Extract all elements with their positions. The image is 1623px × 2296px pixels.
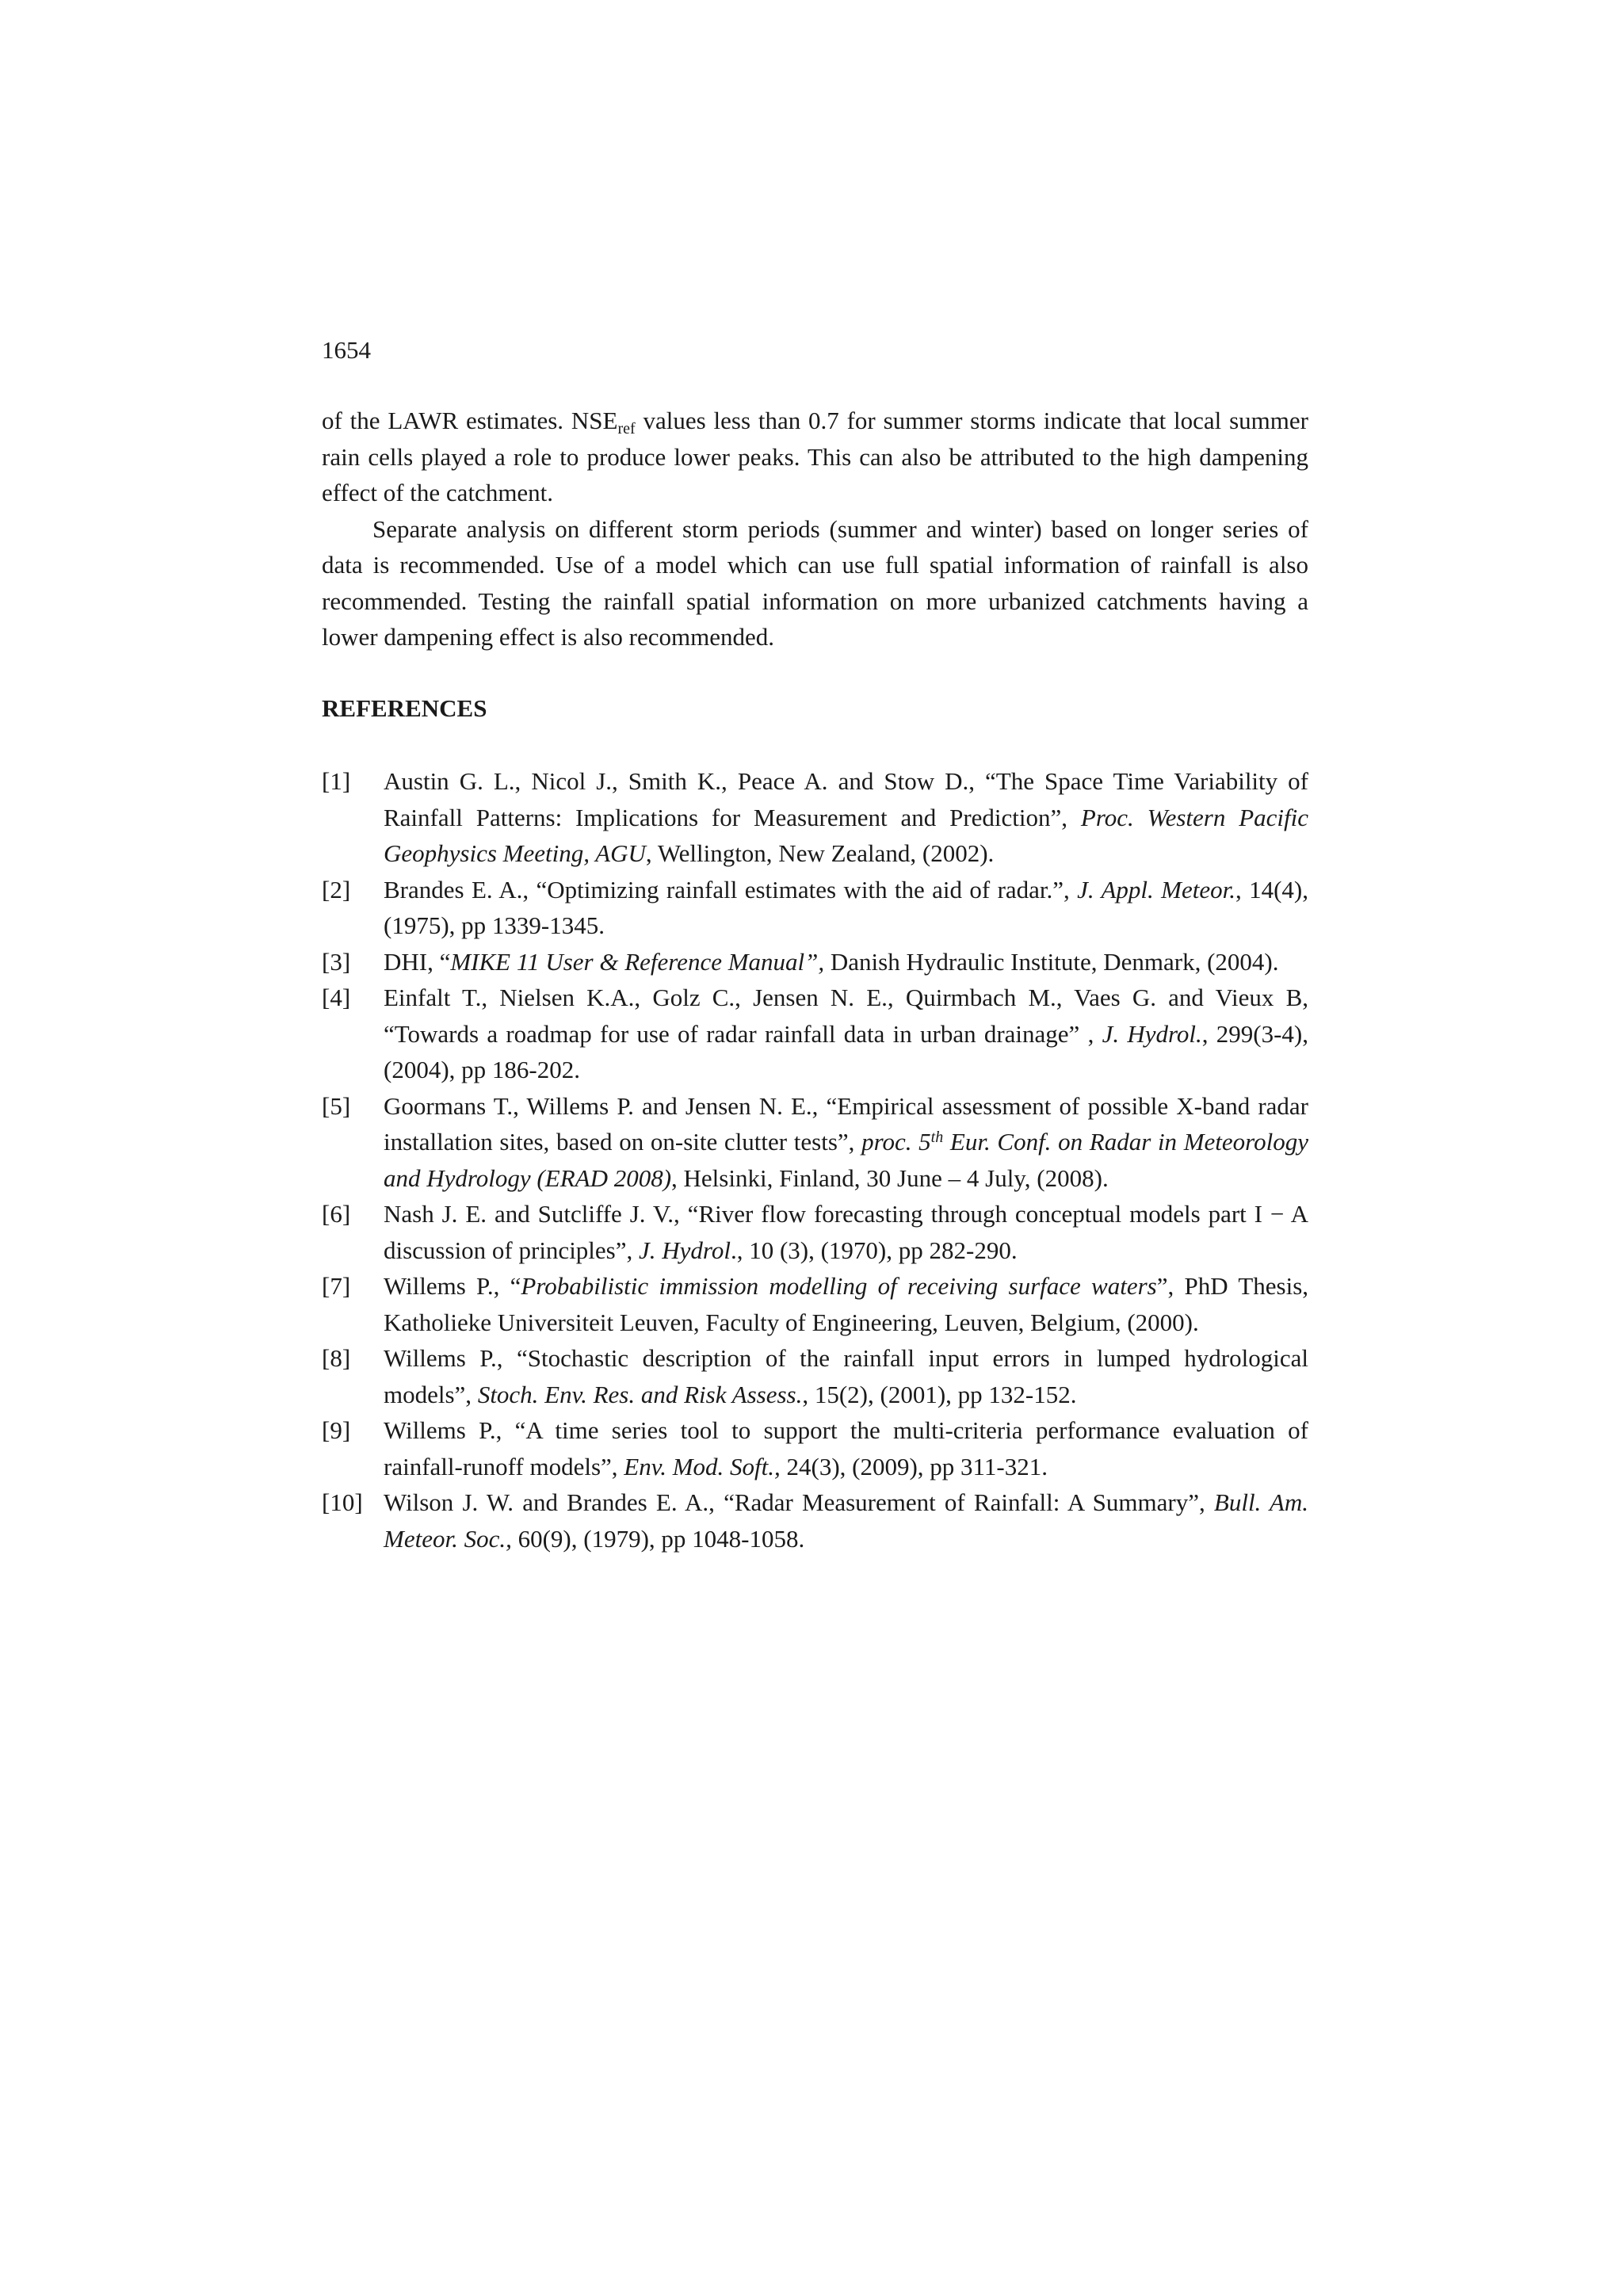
reference-source: MIKE 11 User & Reference Manual”,: [450, 947, 825, 976]
reference-text: [384, 944, 1308, 980]
page-number: 1654: [322, 336, 371, 364]
superscript-ordinal: th: [930, 1129, 944, 1146]
reference-item: [322, 1268, 1308, 1340]
paragraph-conclusion-1: [322, 403, 1308, 511]
paragraph-conclusion-2: Separate analysis on different storm periods (summer and winter) based on longer series of data is recommended. Use of a model which can use full spatial information of rainfall is also recommended. Testing the rainfall spatial information on more urbanized catchments having a lower dampening effect is also recommended.: [322, 514, 1308, 651]
reference-item: [322, 1340, 1308, 1412]
reference-authors-title: Brandes E. A., “Optimizing rainfall estimates with the aid of radar.”,: [384, 875, 1078, 904]
reference-details: ”, PhD Thesis, Katholieke Universiteit Leuven, Faculty of Engineering, Leuven, Belgium, (2000).: [384, 1272, 1309, 1336]
reference-number: [7]: [322, 1272, 351, 1300]
reference-details: , 15(2), (2001), pp 132-152.: [802, 1380, 1077, 1408]
reference-text: [384, 1196, 1308, 1268]
reference-item: [322, 763, 1308, 872]
reference-text: [384, 1484, 1308, 1557]
reference-item: [322, 872, 1308, 944]
reference-source: Env. Mod. Soft.,: [624, 1452, 781, 1480]
reference-details: Danish Hydraulic Institute, Denmark, (2004).: [824, 947, 1279, 976]
reference-source: Eur. Conf. on Radar in Meteorology and Hydrology (ERAD 2008): [384, 1128, 1308, 1192]
reference-details: ., 10 (3), (1970), pp 282-290.: [730, 1236, 1018, 1264]
reference-number: [5]: [322, 1091, 351, 1120]
reference-details: 24(3), (2009), pp 311-321.: [780, 1452, 1048, 1480]
paragraph-text: values less than 0.7 for summer storms indicate that local summer rain cells played a role to produce lower peaks. This can also be attributed to the high dampening effect of the catchment.: [322, 407, 1308, 506]
reference-text: [384, 1088, 1308, 1197]
paragraph-text: of the LAWR estimates. NSE: [322, 407, 618, 434]
reference-number: [8]: [322, 1344, 351, 1372]
reference-authors-title: Wilson J. W. and Brandes E. A., “Radar Measurement of Rainfall: A Summary”,: [384, 1488, 1214, 1516]
reference-authors-title: Austin G. L., Nicol J., Smith K., Peace A. and Stow D., “The Space Time Variability of Rainfall Patterns: Implications for Measurement and Prediction”,: [384, 767, 1308, 831]
reference-source: J. Hydrol.: [1102, 1019, 1202, 1048]
reference-number: [9]: [322, 1416, 351, 1444]
reference-source: proc. 5: [861, 1128, 931, 1156]
reference-item: [322, 944, 1308, 980]
reference-source: Stoch. Env. Res. and Risk Assess.: [477, 1380, 803, 1408]
reference-authors-title: Willems P., “Stochastic description of the rainfall input errors in lumped hydrological models”,: [384, 1344, 1308, 1408]
reference-text: [384, 1268, 1308, 1340]
reference-authors-title: Goormans T., Willems P. and Jensen N. E., “Empirical assessment of possible X-band radar installation sites, based on on-site clutter tests”,: [384, 1091, 1308, 1156]
references-list: [322, 763, 1308, 1557]
reference-authors-title: Einfalt T., Nielsen K.A., Golz C., Jensen N. E., Quirmbach M., Vaes G. and Vieux B, “Towards a roadmap for use of radar rainfall data in urban drainage” ,: [384, 984, 1308, 1048]
reference-number: [1]: [322, 767, 351, 795]
reference-details: 60(9), (1979), pp 1048-1058.: [511, 1524, 805, 1553]
reference-source: J. Hydrol: [639, 1236, 731, 1264]
reference-item: [322, 1196, 1308, 1268]
reference-details: , Helsinki, Finland, 30 June – 4 July, (2008).: [671, 1163, 1109, 1192]
reference-text: [384, 1340, 1308, 1412]
reference-source: Bull. Am. Meteor. Soc.,: [384, 1488, 1308, 1553]
reference-authors-title: Nash J. E. and Sutcliffe J. V., “River flow forecasting through conceptual models part I − A discussion of principles”,: [384, 1200, 1308, 1264]
reference-number: [10]: [322, 1488, 363, 1516]
reference-authors-title: Willems P., “A time series tool to support the multi-criteria performance evaluation of rainfall-runoff models”,: [384, 1416, 1308, 1480]
reference-item: [322, 1484, 1308, 1557]
reference-text: [384, 1412, 1308, 1484]
reference-source: Proc. Western Pacific Geophysics Meeting, AGU: [384, 803, 1308, 867]
body-text: [322, 403, 1308, 655]
reference-item: [322, 1088, 1308, 1197]
reference-text: [384, 763, 1308, 872]
subscript-ref: ref: [617, 420, 636, 437]
reference-number: [6]: [322, 1200, 351, 1228]
reference-authors-title: DHI, “: [384, 947, 451, 976]
reference-number: [3]: [322, 947, 351, 976]
reference-text: [384, 980, 1308, 1088]
reference-item: [322, 980, 1308, 1088]
reference-details: , 299(3-4), (2004), pp 186-202.: [384, 1019, 1308, 1083]
reference-details: , 14(4), (1975), pp 1339-1345.: [384, 875, 1308, 939]
reference-number: [2]: [322, 875, 351, 904]
reference-item: [322, 1412, 1308, 1484]
reference-text: [384, 872, 1308, 944]
reference-number: [4]: [322, 984, 351, 1011]
reference-source: J. Appl. Meteor.: [1077, 875, 1235, 904]
reference-source: Probabilistic immission modelling of receiving surface waters: [521, 1272, 1157, 1300]
reference-authors-title: Willems P., “: [384, 1272, 521, 1300]
references-heading: REFERENCES: [322, 694, 487, 722]
reference-details: , Wellington, New Zealand, (2002).: [645, 839, 995, 867]
